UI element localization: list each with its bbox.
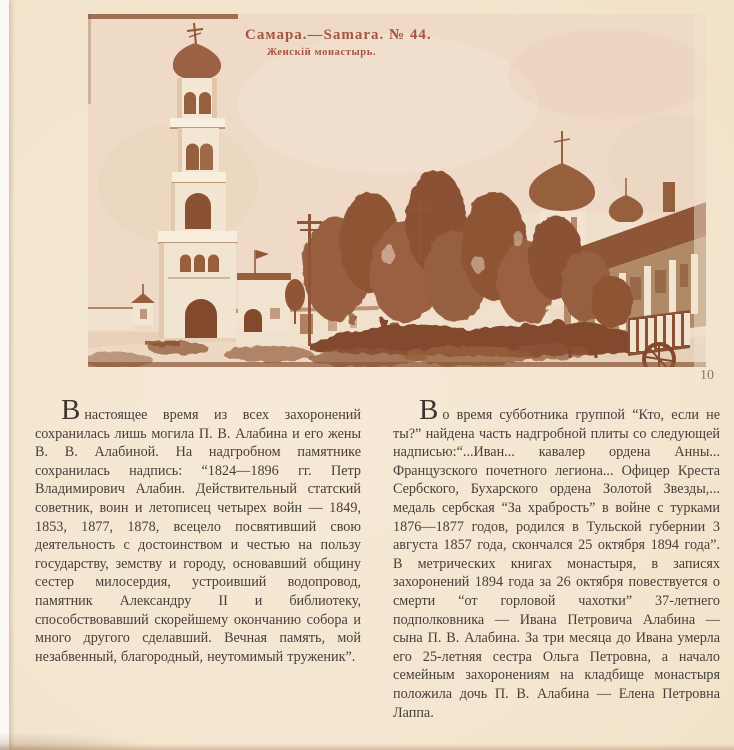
initial-cap: В: [419, 394, 439, 426]
right-column: [393, 394, 720, 722]
article-columns: [35, 394, 721, 722]
paragraph-text: о время субботника группой “Кто, если не ты?” найдена часть надгробной плиты со следующей надписью:“...Иван... кавалер ордена Анны... Французского почетного легиона... Офицер Креста Сербского, Бухарского ордена Золотой Звезды,... медаль сербская “За храбрость” в войне с турками 1876—1877 годов, родился в Тульской губернии 3 августа 1857 года, скончался 25 октября 1894 года”. В метрических книгах монастыря, в записях захоронений 1894 года за 26 октября повествуется о смерти “от горловой чахотки” 37-летнего подполковника — Ивана Петровича Алабина — сына П. В. Алабина. За три месяца до Ивана умерла его 25-летняя сестра Ольга Петровна, а начало семейным захоронениям на кладбище монастыря положила дочь П. В. Алабина — Елена Петровна Лаппа.: [393, 407, 720, 721]
photo-caption: [245, 27, 432, 58]
left-column: [35, 394, 361, 722]
scan-edge-bottom: [0, 744, 734, 750]
caption-subtitle: Женскій монастырь.: [266, 47, 377, 58]
paragraph-text: настоящее время из всех захоронений сохранилась лишь могила П. В. Алабина и его жены В. В. Алабиной. На надгробном памятнике сохранилась надпись: “1824—1896 гг. Петр Владимирович Алабин. Действительный статский советник, воин и летописец четырех войн — 1849, 1853, 1877, 1878, всецело посвятивший свою деятельность с достоинством и честью на пользу государству, земству и городу, основавший общину сестер милосердия, устроивший водопровод, памятник Александру II и библиотеку, способствовавший скорейшему окончанию собора и много другого сделавший. Вечная память, мой незабвенный, благородный, неутомимый труженик”.: [35, 407, 361, 665]
right-column-paragraph: [393, 394, 720, 722]
caption-title: Самара.—Samara. № 44.: [245, 27, 432, 43]
postcard-photo: [88, 14, 706, 367]
monastery-photo-illustration: [88, 14, 706, 367]
initial-cap: В: [61, 394, 81, 426]
left-column-paragraph: [35, 394, 361, 666]
scan-edge-left: [0, 0, 9, 750]
page-number: 10: [700, 368, 714, 383]
